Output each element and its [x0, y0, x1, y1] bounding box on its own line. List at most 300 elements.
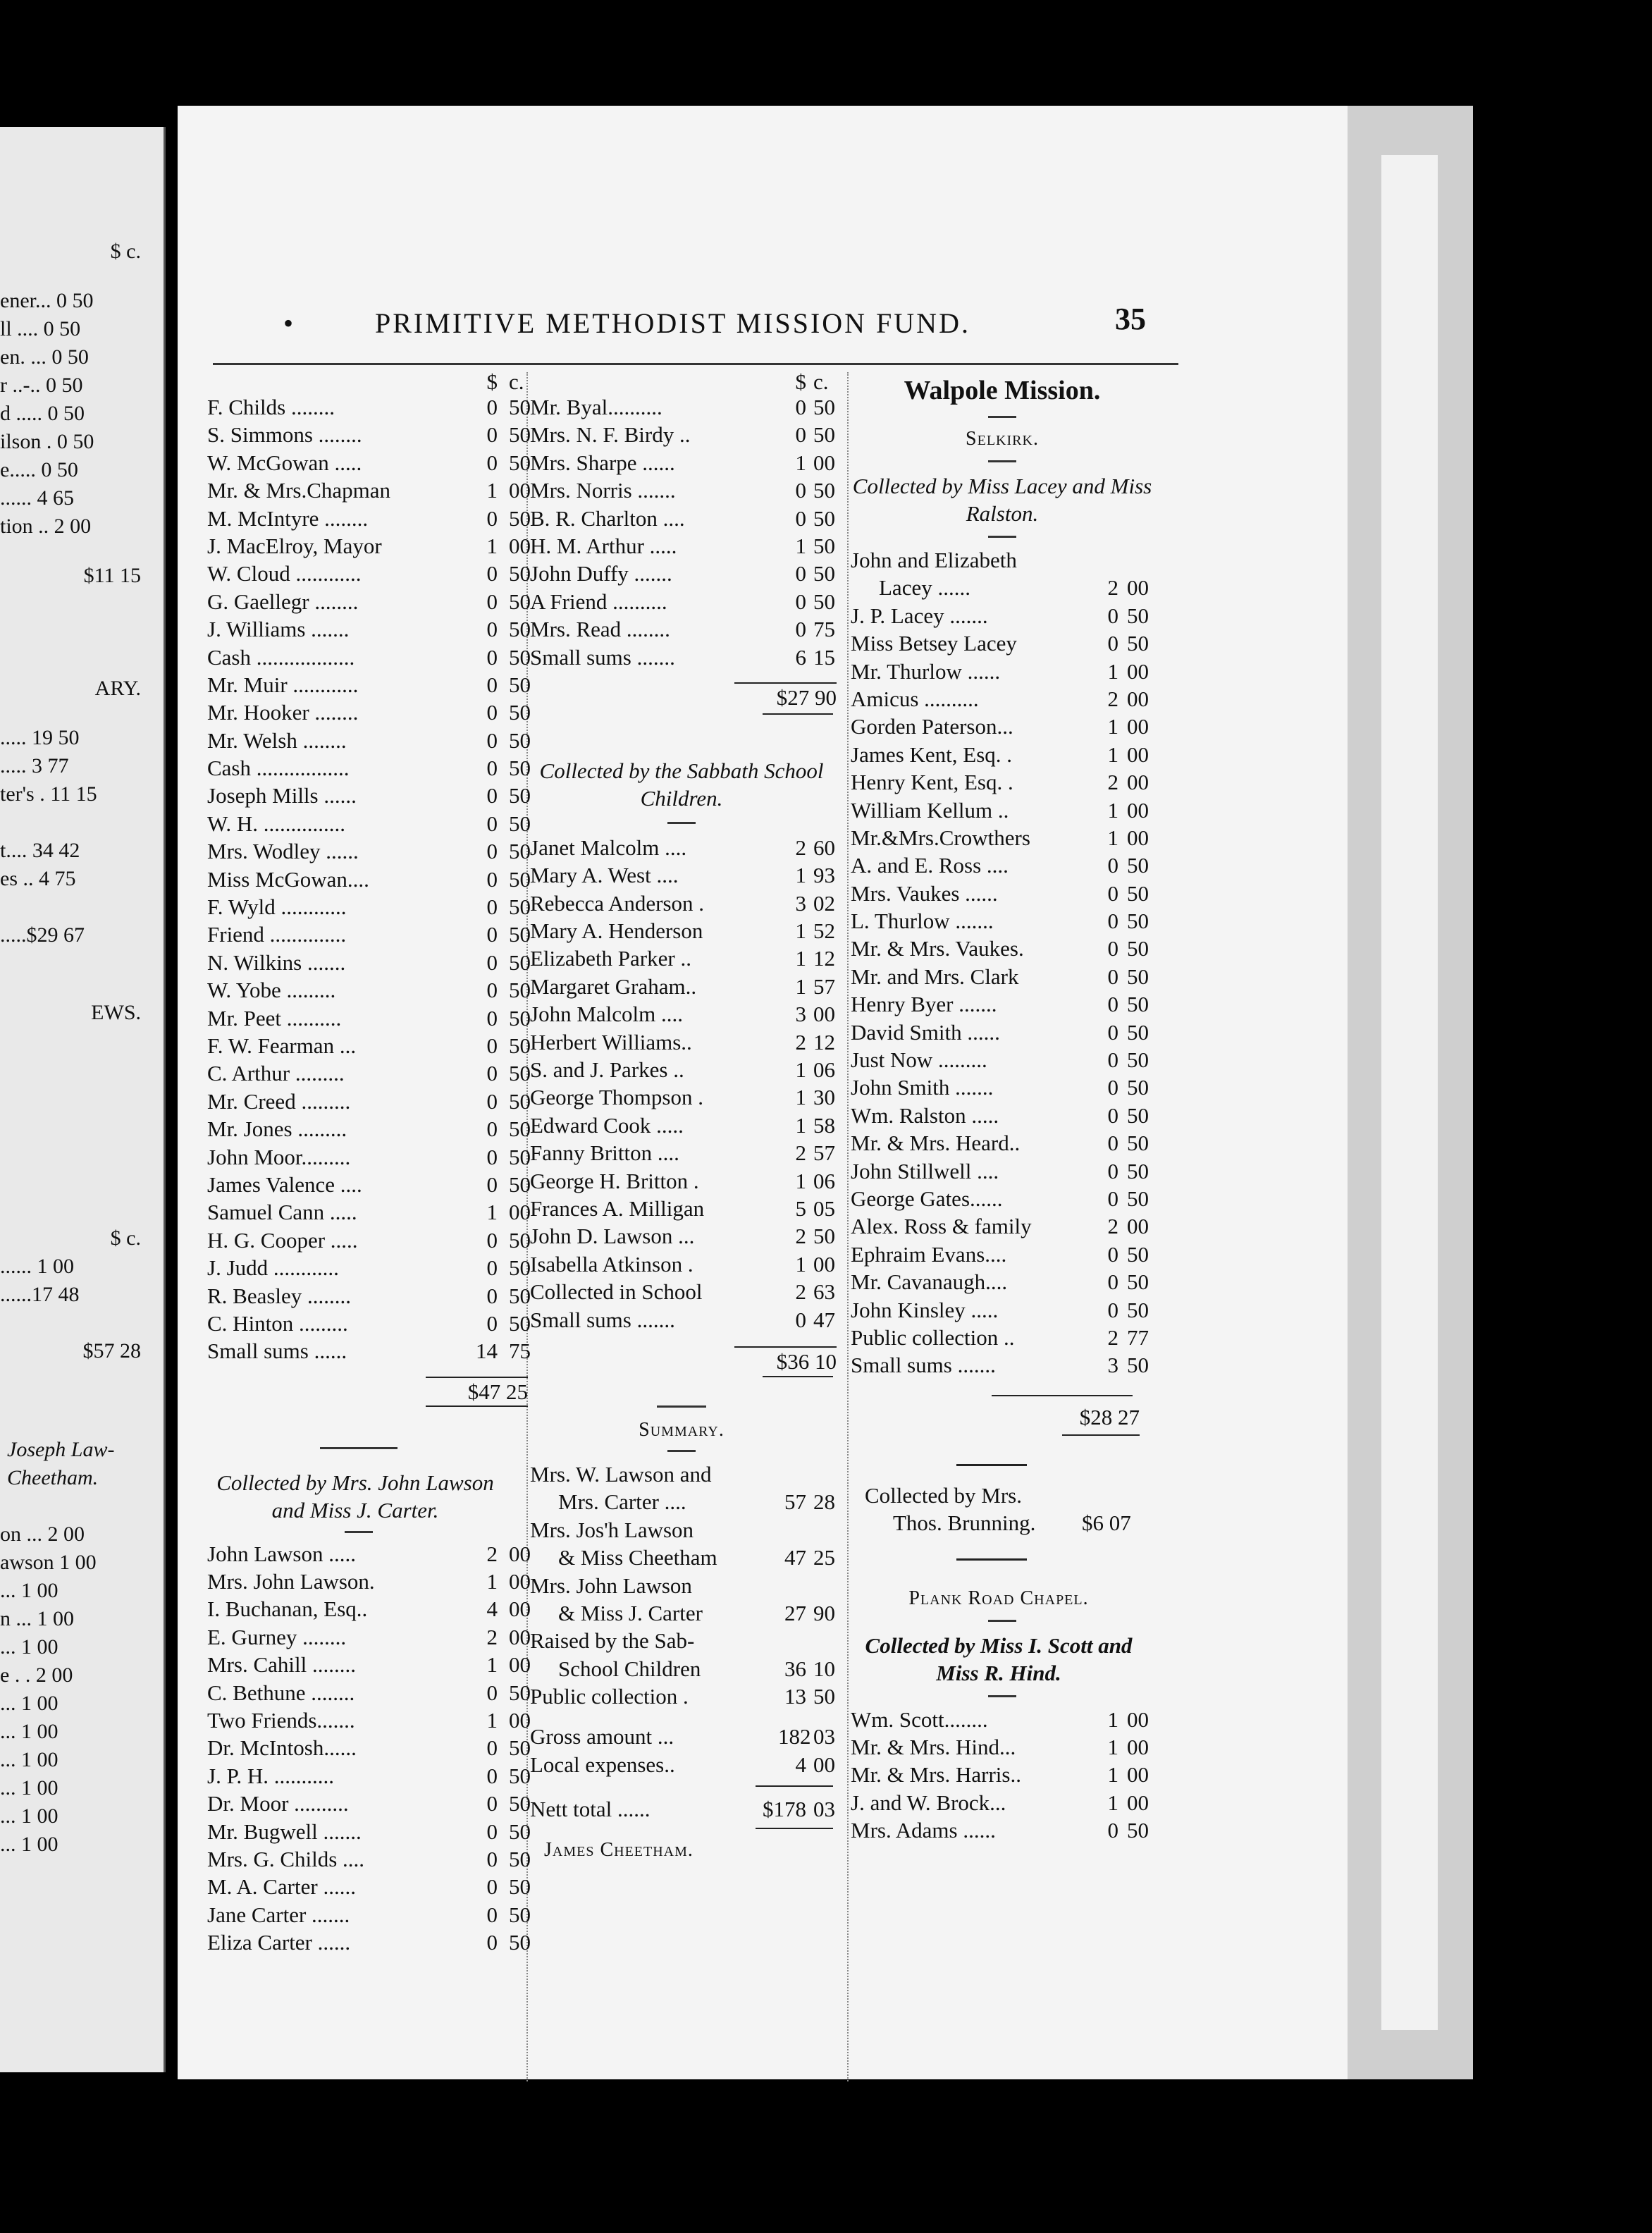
entry-cents: 50	[813, 561, 835, 586]
entry-row	[207, 1734, 531, 1761]
entry-row	[851, 796, 1154, 824]
entry-dollars: 0	[1107, 631, 1118, 656]
entry-name: Mary A. Henderson	[530, 918, 703, 944]
entry-name: John Duffy .......	[530, 561, 672, 586]
entry-dollars: 0	[486, 589, 498, 614]
left-page-line: ...... 1 00	[0, 1255, 74, 1278]
left-page-line: ilson . 0 50	[0, 430, 94, 453]
entry-name: School Children	[558, 1656, 701, 1681]
entry-row	[851, 1761, 1154, 1788]
page-number: 35	[1115, 302, 1146, 336]
entry-name: Mrs. John Lawson	[530, 1573, 692, 1598]
entry-row	[851, 935, 1154, 962]
entry-dollars: 0	[1107, 1102, 1118, 1128]
entry-dollars: 47	[784, 1545, 806, 1570]
entry-cents: 06	[813, 1057, 835, 1083]
entry-cents: 50	[813, 589, 835, 614]
entry-cents: 50	[509, 589, 531, 614]
entry-name: W. McGowan .....	[207, 450, 362, 475]
entry-dollars: 1	[795, 450, 806, 475]
entry-cents: 28	[813, 1489, 835, 1515]
entry-row	[851, 990, 1154, 1018]
entry-row	[851, 658, 1154, 685]
entry-cents: 50	[509, 1088, 531, 1114]
entry-amount: $6 07	[1082, 1511, 1131, 1536]
entry-cents: 50	[1127, 1241, 1149, 1267]
entry-name: Henry Kent, Esq. .	[851, 770, 1013, 795]
entry-cents: 50	[1127, 880, 1149, 906]
collected-by: Collected by Mrs. John Lawson and Miss J. Carter.	[216, 1470, 494, 1522]
entry-name: Mrs. Adams ......	[851, 1818, 996, 1843]
entry-cents: 00	[1127, 575, 1149, 601]
entry-name: Dr. McIntosh......	[207, 1735, 357, 1761]
entry-name: Lacey ......	[879, 575, 970, 601]
entry-cents: 50	[509, 1061, 531, 1086]
entry-name: Margaret Graham..	[530, 973, 697, 999]
entry-row	[851, 1268, 1154, 1296]
entry-name: I. Buchanan, Esq..	[207, 1597, 368, 1622]
entry-cents: 50	[1127, 992, 1149, 1017]
entry-dollars: 0	[486, 1846, 498, 1871]
left-page-line: ..... 3 77	[0, 754, 69, 777]
total-row	[530, 1343, 844, 1379]
dash	[667, 822, 696, 824]
entry-row	[851, 685, 1154, 713]
entry-name: Mr. & Mrs. Vaukes.	[851, 936, 1024, 961]
entry-row	[530, 1139, 844, 1167]
entry-cents: 50	[509, 1255, 531, 1281]
entry-name: S. and J. Parkes ..	[530, 1057, 684, 1083]
entry-cents: 00	[1127, 658, 1149, 684]
entry-cents: 00	[1127, 714, 1149, 739]
entry-dollars: 0	[1107, 1241, 1118, 1267]
left-page-line: $ c.	[110, 1226, 141, 1250]
entry-name: Collected by Mrs.	[865, 1482, 1022, 1508]
entry-row	[530, 1683, 844, 1710]
entry-dollars: 2	[1107, 1324, 1118, 1350]
entry-name: Nett total ......	[530, 1797, 651, 1822]
entry-cents: 50	[509, 922, 531, 947]
entry-cents: 00	[813, 1251, 835, 1277]
entry-dollars: 0	[486, 700, 498, 725]
entry-dollars: 1	[486, 533, 498, 558]
total-row	[207, 1372, 528, 1412]
entry-dollars: 0	[486, 617, 498, 642]
entry-name: Mrs. Carter ....	[558, 1489, 686, 1515]
entry-name: Frances A. Milligan	[530, 1195, 705, 1221]
entry-dollars: 1	[795, 1168, 806, 1193]
entry-cents: 50	[1127, 1075, 1149, 1100]
entry-name: John and Elizabeth	[851, 548, 1017, 572]
entry-cents: 50	[509, 839, 531, 864]
entry-name: Mrs. Sharpe ......	[530, 450, 675, 475]
entry-row	[530, 1083, 844, 1111]
entry-cents: 30	[813, 1085, 835, 1110]
entry-name: Small sums .......	[851, 1353, 996, 1378]
entry-cents: 02	[813, 890, 835, 916]
entry-cents: 50	[509, 505, 531, 531]
entry-cents: 03	[813, 1797, 835, 1822]
entry-name: Thos. Brunning.	[893, 1511, 1036, 1536]
dollar-head: $	[486, 369, 498, 394]
entry-cents: 50	[1127, 603, 1149, 628]
entry-cents: 00	[509, 1597, 531, 1622]
entry-row	[851, 1157, 1154, 1185]
entry-cents: 00	[813, 450, 835, 475]
entry-name: John Lawson .....	[207, 1541, 356, 1566]
entry-cents: 50	[509, 672, 531, 697]
entry-dollars: 0	[486, 644, 498, 670]
entry-name: & Miss Cheetham	[558, 1545, 717, 1570]
entry-dollars: 0	[1107, 1075, 1118, 1100]
entry-name: John Moor.........	[207, 1144, 351, 1169]
left-page-line: es .. 4 75	[0, 867, 76, 890]
entry-dollars: 1	[1107, 797, 1118, 823]
entry-dollars: 1	[795, 533, 806, 558]
entry-dollars: 3	[795, 890, 806, 916]
entry-name: Ephraim Evans....	[851, 1241, 1007, 1267]
entry-name: Jane Carter .......	[207, 1902, 350, 1927]
entry-row	[851, 907, 1154, 935]
entry-row	[530, 1222, 844, 1250]
entry-dollars: 0	[1107, 853, 1118, 878]
entry-dollars: 27	[784, 1600, 806, 1625]
column-1	[207, 368, 531, 1957]
entry-dollars: 2	[1107, 686, 1118, 711]
entry-row	[530, 1112, 844, 1139]
entry-dollars: 36	[784, 1656, 806, 1681]
entry-dollars: 0	[486, 1310, 498, 1336]
entry-name: Small sums ......	[207, 1339, 347, 1364]
entry-row	[530, 1627, 844, 1654]
entry-row	[851, 1816, 1154, 1844]
entry-row	[207, 921, 531, 948]
entry-row	[851, 602, 1154, 629]
entry-cents: 50	[509, 866, 531, 892]
entry-dollars: 0	[486, 894, 498, 920]
entry-row	[851, 824, 1154, 851]
entry-cents: 90	[813, 1600, 835, 1625]
gross-list	[530, 1723, 844, 1778]
entry-dollars: 1	[486, 478, 498, 503]
entry-row	[530, 1655, 844, 1683]
entry-row	[851, 713, 1154, 740]
entry-name: G. Gaellegr ........	[207, 589, 359, 614]
entry-name: Mr. Peet ..........	[207, 1005, 342, 1031]
entry-cents: 50	[813, 533, 835, 558]
entry-name: Herbert Williams..	[530, 1029, 692, 1054]
entry-row	[530, 1306, 844, 1334]
entry-name: George H. Britton .	[530, 1168, 699, 1193]
entry-dollars: 0	[486, 1061, 498, 1086]
entry-cents: 50	[1127, 631, 1149, 656]
entry-name: Mr. and Mrs. Clark	[851, 964, 1019, 989]
left-page-line: n ... 1 00	[0, 1607, 74, 1630]
entry-row	[207, 1818, 531, 1845]
entry-name: Mrs. N. F. Birdy ..	[530, 422, 691, 448]
entry-row	[851, 1733, 1154, 1761]
entry-row	[207, 1115, 531, 1143]
dollar-head: $	[795, 369, 806, 394]
entry-cents: 00	[1127, 1734, 1149, 1759]
entry-dollars: 0	[795, 589, 806, 614]
entry-dollars: 0	[486, 1171, 498, 1197]
entry-row	[207, 588, 531, 615]
total-amount: $27 90	[734, 682, 837, 711]
entry-name: Amicus ..........	[851, 686, 979, 711]
entry-dollars: 4	[795, 1752, 806, 1777]
entry-dollars: 13	[784, 1684, 806, 1709]
entry-dollars: 0	[486, 866, 498, 892]
entry-dollars: 0	[486, 783, 498, 808]
entry-name: W. Cloud ............	[207, 561, 362, 586]
entry-row	[207, 1568, 531, 1595]
left-page-line: ARY.	[94, 677, 141, 700]
entry-row	[207, 1623, 531, 1651]
header-rule	[213, 363, 1178, 365]
entry-dollars: 0	[486, 1735, 498, 1761]
entry-name: Mr. Byal..........	[530, 395, 662, 419]
entry-cents: 50	[1127, 1269, 1149, 1295]
entry-name: B. R. Charlton ....	[530, 505, 685, 531]
right-page-edge-inner	[1381, 155, 1438, 2030]
entry-dollars: 0	[486, 1791, 498, 1816]
entry-cents: 50	[509, 949, 531, 975]
entry-cents: 50	[813, 1224, 835, 1249]
entry-name: Small sums .......	[530, 644, 675, 670]
entry-name: Mr. Bugwell .......	[207, 1819, 362, 1844]
entry-dollars: 0	[1107, 964, 1118, 989]
entry-name: S. Simmons ........	[207, 422, 362, 448]
collected-by: Collected by Miss Lacey and Miss Ralston.	[852, 474, 1152, 526]
entry-dollars: 0	[486, 450, 498, 475]
rule	[320, 1447, 397, 1449]
entry-row	[530, 393, 844, 421]
entry-cents: 63	[813, 1279, 835, 1305]
entry-list-2	[530, 834, 844, 1334]
entry-row	[207, 810, 531, 837]
book-page	[178, 106, 1348, 2079]
entry-cents: 50	[509, 422, 531, 448]
entry-name: J. MacElroy, Mayor	[207, 533, 382, 558]
rule	[657, 1405, 706, 1408]
entry-name: Samuel Cann .....	[207, 1200, 357, 1225]
cent-head: c.	[509, 369, 524, 394]
left-page-line: d ..... 0 50	[0, 402, 85, 425]
entry-dollars: 0	[795, 561, 806, 586]
entry-name: Mr. Muir ............	[207, 672, 359, 697]
entry-name: Dr. Moor ..........	[207, 1791, 349, 1816]
left-page-line: ... 1 00	[0, 1776, 58, 1800]
entry-dollars: 1	[1107, 714, 1118, 739]
entry-dollars: 0	[1107, 1297, 1118, 1322]
entry-dollars: 4	[486, 1597, 498, 1622]
left-page-line: ener... 0 50	[0, 289, 94, 312]
entry-name: Wm. Scott........	[851, 1706, 988, 1732]
entry-name: N. Wilkins .......	[207, 949, 346, 975]
entry-name: Mr. Creed .........	[207, 1088, 351, 1114]
entry-name: James Valence ....	[207, 1171, 362, 1197]
entry-dollars: 2	[1107, 770, 1118, 795]
total-amount: $36 10	[734, 1346, 837, 1375]
entry-name: C. Arthur .........	[207, 1061, 345, 1086]
entry-name: Edward Cook .....	[530, 1112, 684, 1138]
entry-cents: 93	[813, 863, 835, 888]
entry-row	[530, 1572, 844, 1599]
entry-dollars: 0	[486, 1227, 498, 1253]
entry-cents: 03	[813, 1724, 835, 1749]
entry-name: Eliza Carter ......	[207, 1930, 351, 1955]
entry-dollars: 0	[486, 978, 498, 1003]
left-page-line: e..... 0 50	[0, 458, 78, 481]
entry-row	[851, 880, 1154, 907]
entry-cents: 50	[813, 478, 835, 503]
entry-name: Isabella Atkinson .	[530, 1251, 694, 1277]
entry-name: John Smith .......	[851, 1075, 994, 1100]
rule	[756, 1785, 833, 1787]
entry-row	[207, 1595, 531, 1623]
summary-list	[530, 1460, 844, 1711]
chapel-title: Plank Road Chapel.	[908, 1587, 1089, 1609]
entry-row	[207, 1762, 531, 1790]
entry-row	[851, 1212, 1154, 1240]
entry-row	[207, 1873, 531, 1900]
left-page-line: ... 1 00	[0, 1579, 58, 1602]
entry-name: J. P. Lacey .......	[851, 603, 988, 628]
entry-row	[530, 1751, 844, 1778]
entry-row	[530, 1516, 844, 1544]
entry-row	[530, 1278, 844, 1305]
header-dot: •	[283, 307, 294, 339]
entry-dollars: 2	[486, 1624, 498, 1649]
entry-name: F. Childs ........	[207, 395, 335, 419]
dash	[988, 416, 1016, 418]
entry-cents: 12	[813, 946, 835, 971]
entry-cents: 50	[813, 422, 835, 448]
entry-list	[530, 393, 844, 671]
entry-row	[207, 754, 531, 782]
entry-cents: 50	[1127, 1047, 1149, 1073]
entry-row	[851, 1129, 1154, 1157]
entry-row	[851, 629, 1154, 657]
entry-cents: 05	[813, 1195, 835, 1221]
entry-dollars: 1	[1107, 658, 1118, 684]
entry-name: Mrs. Vaukes ......	[851, 880, 998, 906]
entry-cents: 47	[813, 1307, 835, 1332]
entry-row	[207, 1679, 531, 1706]
entry-name: Mr. Cavanaugh....	[851, 1269, 1008, 1295]
column-3	[851, 368, 1154, 1844]
entry-dollars: 1	[1107, 1734, 1118, 1759]
entry-dollars: 2	[795, 835, 806, 860]
column-head	[530, 368, 844, 393]
left-page-line: $11 15	[83, 564, 141, 587]
entry-dollars: 2	[795, 1029, 806, 1054]
entry-row	[207, 837, 531, 865]
entry-name: Joseph Mills ......	[207, 783, 357, 808]
entry-row	[207, 1929, 531, 1956]
entry-dollars: 0	[795, 505, 806, 531]
entry-cents: 50	[509, 1763, 531, 1788]
entry-name: J. Williams .......	[207, 617, 350, 642]
entry-dollars: 1	[795, 918, 806, 944]
entry-name: J. P. H. ...........	[207, 1763, 335, 1788]
nett-total-row	[530, 1795, 844, 1823]
entry-row	[207, 782, 531, 809]
entry-dollars: 1	[1107, 742, 1118, 767]
entry-dollars: 2	[795, 1279, 806, 1305]
entry-cents: 00	[1127, 1762, 1149, 1788]
entry-name: Mr. Thurlow ......	[851, 658, 1001, 684]
mission-title: Walpole Mission.	[904, 376, 1101, 405]
entry-name: & Miss J. Carter	[558, 1600, 703, 1625]
collected-by: Collected by the Sabbath School Children.	[539, 758, 824, 811]
entry-row	[207, 1059, 531, 1087]
entry-list	[851, 546, 1154, 1379]
entry-cents: 50	[509, 783, 531, 808]
left-page-line: t.... 34 42	[0, 839, 80, 862]
entry-name: Miss McGowan....	[207, 866, 369, 892]
entry-dollars: 1	[486, 1708, 498, 1733]
entry-cents: 00	[1127, 1706, 1149, 1732]
entry-row	[207, 1310, 531, 1337]
entry-dollars: 2	[486, 1541, 498, 1566]
entry-cents: 50	[1127, 936, 1149, 961]
entry-cents: 50	[813, 1684, 835, 1709]
entry-cents: 50	[1127, 1818, 1149, 1843]
entry-dollars: 0	[486, 1033, 498, 1058]
entry-name: George Gates......	[851, 1186, 1003, 1211]
entry-row	[207, 560, 531, 587]
dash	[988, 1695, 1016, 1697]
entry-row	[207, 1254, 531, 1281]
entry-row	[530, 1195, 844, 1222]
entry-dollars: 1	[795, 1112, 806, 1138]
entry-dollars: 0	[486, 561, 498, 586]
entry-name: Mrs. Read ........	[530, 617, 670, 642]
running-header	[178, 302, 1348, 349]
entry-cents: 50	[1127, 909, 1149, 934]
column-head	[207, 368, 524, 394]
left-page-line: en. ... 0 50	[0, 345, 89, 369]
entry-dollars: 0	[486, 1902, 498, 1927]
entry-cents: 50	[509, 1846, 531, 1871]
entry-cents: 50	[509, 1171, 531, 1197]
entry-name: Rebecca Anderson .	[530, 890, 705, 916]
entry-cents: 50	[509, 1310, 531, 1336]
signature: James Cheetham.	[544, 1838, 694, 1861]
entry-cents: 50	[509, 1680, 531, 1705]
entry-cents: 00	[1127, 686, 1149, 711]
left-page-line: $57 28	[82, 1339, 141, 1362]
entry-row	[207, 393, 531, 421]
entry-row	[207, 1282, 531, 1310]
entry-row	[207, 671, 531, 699]
entry-dollars: 0	[795, 617, 806, 642]
entry-dollars: 0	[1107, 936, 1118, 961]
entry-name: Henry Byer .......	[851, 992, 997, 1017]
entry-row	[851, 1706, 1154, 1733]
entry-row	[530, 945, 844, 972]
entry-cents: 50	[1127, 853, 1149, 878]
entry-dollars: 0	[1107, 880, 1118, 906]
entry-dollars: 1	[1107, 1762, 1118, 1788]
entry-row	[207, 893, 531, 921]
entry-cents: 57	[813, 1140, 835, 1166]
entry-dollars: 0	[486, 1255, 498, 1281]
entry-name: Gorden Paterson...	[851, 714, 1013, 739]
entry-cents: 50	[509, 561, 531, 586]
